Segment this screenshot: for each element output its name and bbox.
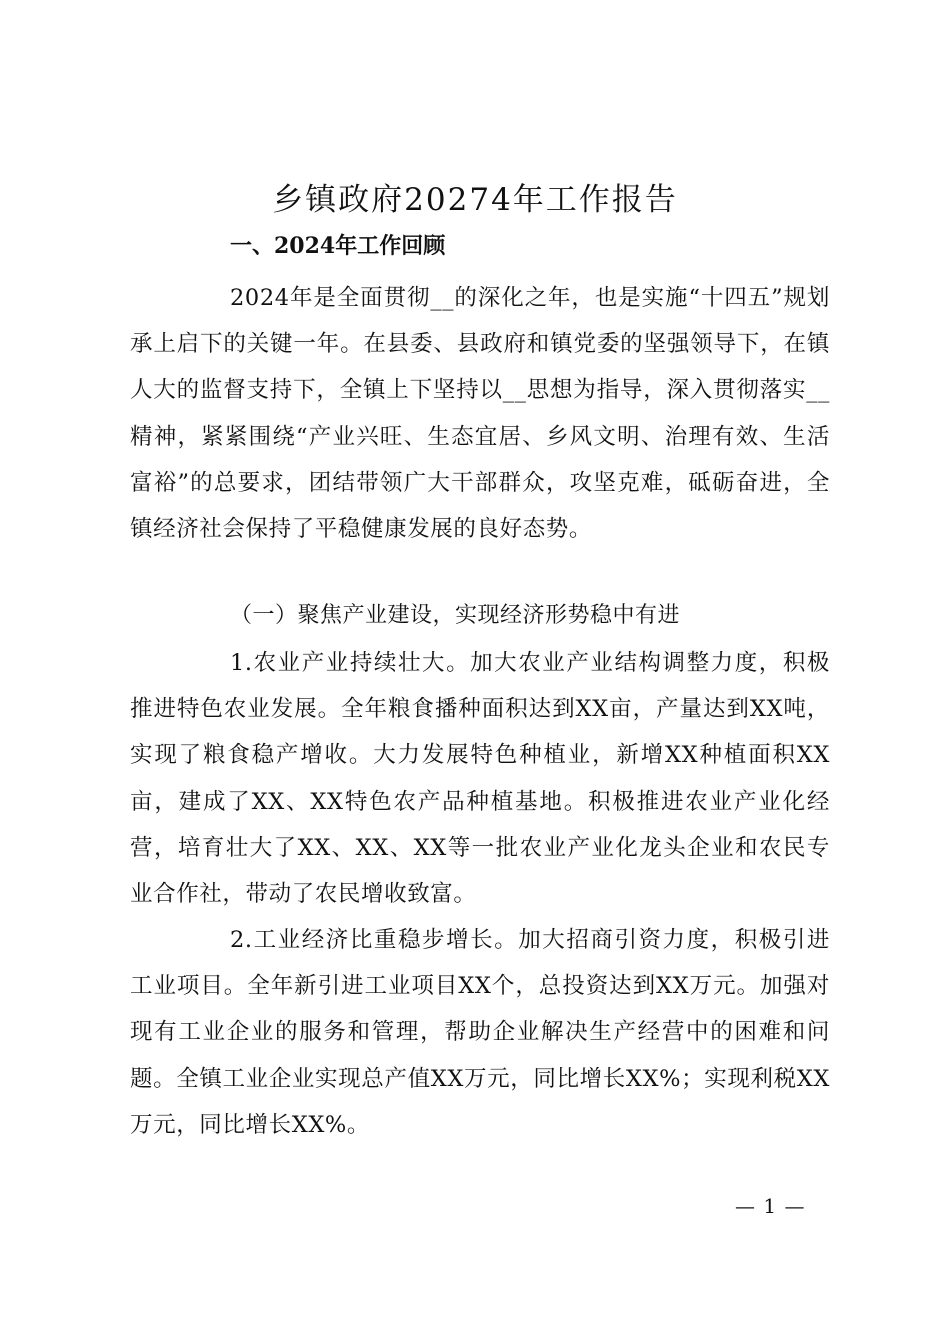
paragraph-industry: 2.工业经济比重稳步增长。加大招商引资力度，积极引进工业项目。全年新引进工业项目XX个，总投资达到XX万元。加强对现有工业企业的服务和管理，帮助企业解决生产经营中的困难和问题。全镇工业企业实现总产值XX万元，同比增长XX%；实现利税XX万元，同比增长XX%。	[130, 927, 830, 1138]
paragraph-intro: 2024年是全面贯彻__的深化之年，也是实施“十四五”规划承上启下的关键一年。在县委、县政府和镇党委的坚强领导下，在镇人大的监督支持下，全镇上下坚持以__思想为指导，深入贯彻落实__精神，紧紧围绕“产业兴旺、生态宜居、乡风文明、治理有效、生活富裕”的总要求，团结带领广大干部群众，攻坚克难，砥砺奋进，全镇经济社会保持了平稳健康发展的良好态势。	[130, 285, 830, 543]
subsection-heading-industry: （一）聚焦产业建设，实现经济形势稳中有进	[230, 603, 681, 628]
paragraph-agriculture: 1.农业产业持续壮大。加大农业产业结构调整力度，积极推进特色农业发展。全年粮食播种面积达到XX亩，产量达到XX吨，实现了粮食稳产增收。大力发展特色种植业，新增XX种植面积XX亩，建成了XX、XX特色农产品种植基地。积极推进农业产业化经营，培育壮大了XX、XX、XX等一批农业产业化龙头企业和农民专业合作社，带动了农民增收致富。	[130, 650, 830, 908]
section-heading-review: 一、2024年工作回顾	[230, 233, 446, 259]
document-title: 乡镇政府20274年工作报告	[272, 182, 678, 218]
page-number: — 1 —	[735, 1194, 806, 1218]
